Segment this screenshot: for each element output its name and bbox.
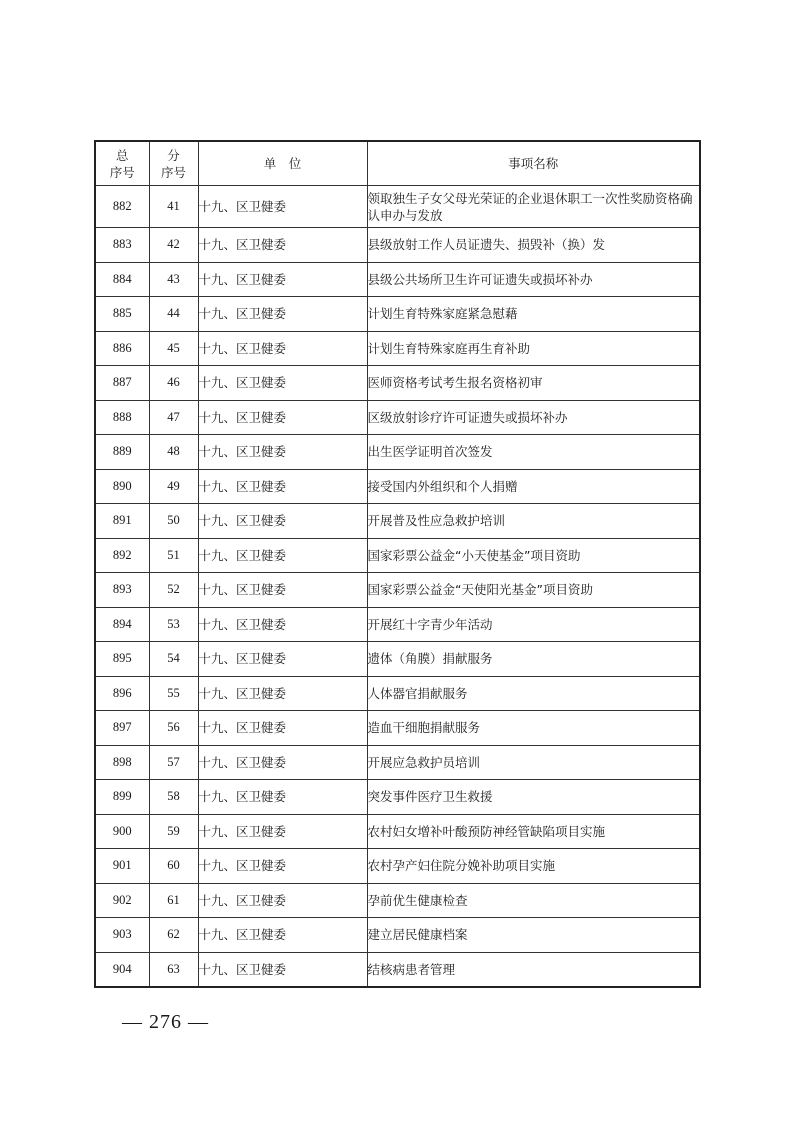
table-row xyxy=(95,435,700,470)
items-table xyxy=(94,140,701,988)
unit-cell: 十九、区卫健委 xyxy=(198,469,367,504)
table-row xyxy=(95,504,700,539)
item-name-cell: 开展普及性应急救护培训 xyxy=(367,504,700,539)
item-name-cell: 孕前优生健康检查 xyxy=(367,883,700,918)
unit-cell: 十九、区卫健委 xyxy=(198,228,367,263)
unit-cell: 十九、区卫健委 xyxy=(198,331,367,366)
sub-no-cell: 55 xyxy=(149,676,198,711)
table-row xyxy=(95,400,700,435)
unit-cell: 十九、区卫健委 xyxy=(198,711,367,746)
unit-cell: 十九、区卫健委 xyxy=(198,573,367,608)
header-unit: 单 位 xyxy=(198,141,367,186)
total-no-cell: 896 xyxy=(95,676,149,711)
table-row xyxy=(95,469,700,504)
header-sub-no xyxy=(149,141,198,186)
header-item-name: 事项名称 xyxy=(367,141,700,186)
sub-no-cell: 50 xyxy=(149,504,198,539)
sub-no-cell: 58 xyxy=(149,780,198,815)
unit-cell: 十九、区卫健委 xyxy=(198,952,367,987)
item-name-cell: 遗体（角膜）捐献服务 xyxy=(367,642,700,677)
table-row xyxy=(95,711,700,746)
item-name-cell: 人体器官捐献服务 xyxy=(367,676,700,711)
total-no-cell: 891 xyxy=(95,504,149,539)
unit-cell: 十九、区卫健委 xyxy=(198,186,367,228)
unit-cell: 十九、区卫健委 xyxy=(198,538,367,573)
table-row xyxy=(95,952,700,987)
table-row xyxy=(95,676,700,711)
sub-no-cell: 51 xyxy=(149,538,198,573)
sub-no-cell: 60 xyxy=(149,849,198,884)
total-no-cell: 904 xyxy=(95,952,149,987)
unit-cell: 十九、区卫健委 xyxy=(198,435,367,470)
total-no-cell: 882 xyxy=(95,186,149,228)
table-row xyxy=(95,262,700,297)
unit-cell: 十九、区卫健委 xyxy=(198,366,367,401)
unit-cell: 十九、区卫健委 xyxy=(198,400,367,435)
total-no-cell: 901 xyxy=(95,849,149,884)
total-no-cell: 897 xyxy=(95,711,149,746)
unit-cell: 十九、区卫健委 xyxy=(198,918,367,953)
header-sub-no-line1: 分 xyxy=(167,147,180,163)
total-no-cell: 889 xyxy=(95,435,149,470)
item-name-cell: 国家彩票公益金“天使阳光基金”项目资助 xyxy=(367,573,700,608)
sub-no-cell: 42 xyxy=(149,228,198,263)
unit-cell: 十九、区卫健委 xyxy=(198,607,367,642)
unit-cell: 十九、区卫健委 xyxy=(198,676,367,711)
total-no-cell: 899 xyxy=(95,780,149,815)
item-name-cell: 开展应急救护员培训 xyxy=(367,745,700,780)
item-name-cell: 计划生育特殊家庭再生育补助 xyxy=(367,331,700,366)
item-name-cell: 计划生育特殊家庭紧急慰藉 xyxy=(367,297,700,332)
table-row xyxy=(95,573,700,608)
item-name-cell: 国家彩票公益金“小天使基金”项目资助 xyxy=(367,538,700,573)
table-row xyxy=(95,186,700,228)
unit-cell: 十九、区卫健委 xyxy=(198,297,367,332)
unit-cell: 十九、区卫健委 xyxy=(198,814,367,849)
sub-no-cell: 63 xyxy=(149,952,198,987)
total-no-cell: 893 xyxy=(95,573,149,608)
sub-no-cell: 45 xyxy=(149,331,198,366)
table-row xyxy=(95,883,700,918)
unit-cell: 十九、区卫健委 xyxy=(198,745,367,780)
sub-no-cell: 56 xyxy=(149,711,198,746)
item-name-cell: 造血干细胞捐献服务 xyxy=(367,711,700,746)
total-no-cell: 885 xyxy=(95,297,149,332)
sub-no-cell: 53 xyxy=(149,607,198,642)
total-no-cell: 895 xyxy=(95,642,149,677)
total-no-cell: 903 xyxy=(95,918,149,953)
sub-no-cell: 49 xyxy=(149,469,198,504)
sub-no-cell: 44 xyxy=(149,297,198,332)
header-sub-no-line2: 序号 xyxy=(160,164,186,180)
item-name-cell: 县级公共场所卫生许可证遗失或损坏补办 xyxy=(367,262,700,297)
total-no-cell: 902 xyxy=(95,883,149,918)
total-no-cell: 892 xyxy=(95,538,149,573)
sub-no-cell: 48 xyxy=(149,435,198,470)
table-row xyxy=(95,538,700,573)
item-name-cell: 县级放射工作人员证遗失、损毁补（换）发 xyxy=(367,228,700,263)
item-name-cell: 出生医学证明首次签发 xyxy=(367,435,700,470)
sub-no-cell: 57 xyxy=(149,745,198,780)
item-name-cell: 接受国内外组织和个人捐赠 xyxy=(367,469,700,504)
table-row xyxy=(95,642,700,677)
table-row xyxy=(95,331,700,366)
header-total-no xyxy=(95,141,149,186)
unit-cell: 十九、区卫健委 xyxy=(198,780,367,815)
sub-no-cell: 59 xyxy=(149,814,198,849)
total-no-cell: 888 xyxy=(95,400,149,435)
item-name-cell: 结核病患者管理 xyxy=(367,952,700,987)
table-row xyxy=(95,228,700,263)
item-name-cell: 区级放射诊疗许可证遗失或损坏补办 xyxy=(367,400,700,435)
total-no-cell: 886 xyxy=(95,331,149,366)
item-name-cell: 领取独生子女父母光荣证的企业退休职工一次性奖励资格确认申办与发放 xyxy=(367,186,700,228)
unit-cell: 十九、区卫健委 xyxy=(198,504,367,539)
total-no-cell: 890 xyxy=(95,469,149,504)
sub-no-cell: 54 xyxy=(149,642,198,677)
total-no-cell: 894 xyxy=(95,607,149,642)
page-number: — 276 — xyxy=(122,1011,209,1033)
table-row xyxy=(95,297,700,332)
total-no-cell: 898 xyxy=(95,745,149,780)
total-no-cell: 900 xyxy=(95,814,149,849)
table-header-row xyxy=(95,141,700,186)
item-name-cell: 农村妇女增补叶酸预防神经管缺陷项目实施 xyxy=(367,814,700,849)
sub-no-cell: 41 xyxy=(149,186,198,228)
unit-cell: 十九、区卫健委 xyxy=(198,883,367,918)
unit-cell: 十九、区卫健委 xyxy=(198,642,367,677)
table-row xyxy=(95,366,700,401)
sub-no-cell: 62 xyxy=(149,918,198,953)
table-row xyxy=(95,814,700,849)
unit-cell: 十九、区卫健委 xyxy=(198,849,367,884)
item-name-cell: 开展红十字青少年活动 xyxy=(367,607,700,642)
sub-no-cell: 43 xyxy=(149,262,198,297)
total-no-cell: 887 xyxy=(95,366,149,401)
sub-no-cell: 61 xyxy=(149,883,198,918)
table-row xyxy=(95,745,700,780)
table-row xyxy=(95,780,700,815)
sub-no-cell: 52 xyxy=(149,573,198,608)
sub-no-cell: 47 xyxy=(149,400,198,435)
item-name-cell: 突发事件医疗卫生救援 xyxy=(367,780,700,815)
unit-cell: 十九、区卫健委 xyxy=(198,262,367,297)
total-no-cell: 884 xyxy=(95,262,149,297)
item-name-cell: 建立居民健康档案 xyxy=(367,918,700,953)
total-no-cell: 883 xyxy=(95,228,149,263)
table-row xyxy=(95,607,700,642)
sub-no-cell: 46 xyxy=(149,366,198,401)
item-name-cell: 农村孕产妇住院分娩补助项目实施 xyxy=(367,849,700,884)
header-total-no-line2: 序号 xyxy=(109,164,135,180)
table-row xyxy=(95,918,700,953)
item-name-cell: 医师资格考试考生报名资格初审 xyxy=(367,366,700,401)
table-row xyxy=(95,849,700,884)
header-total-no-line1: 总 xyxy=(115,147,129,163)
